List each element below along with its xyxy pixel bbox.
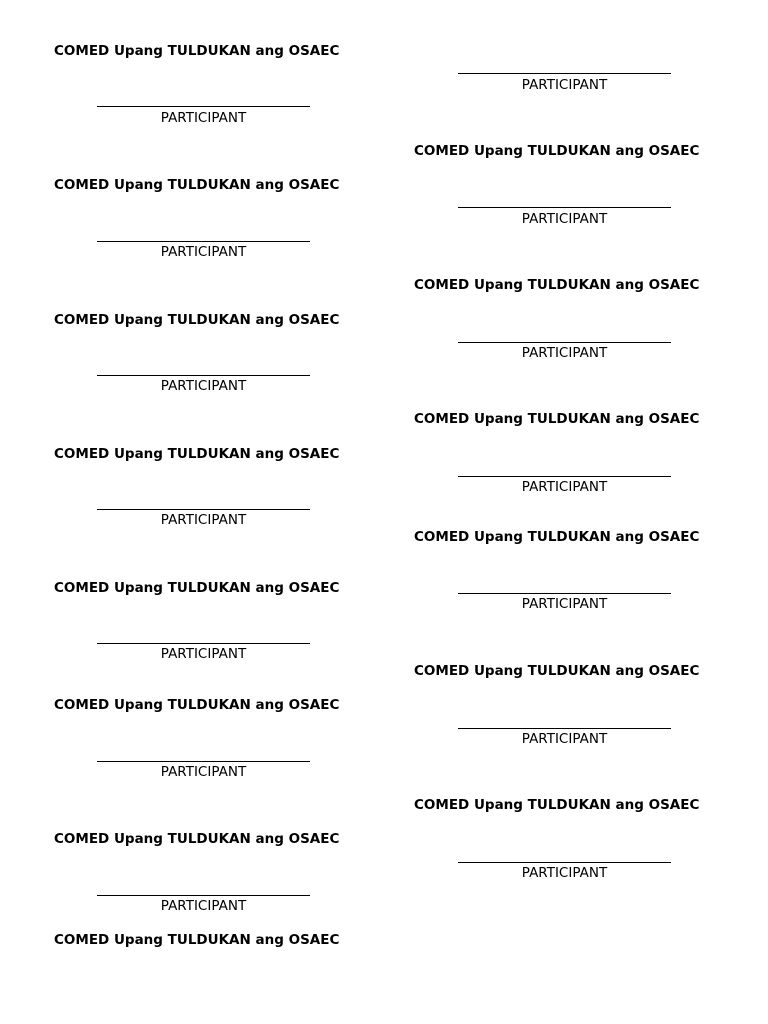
left-title-6: COMED Upang TULDUKAN ang OSAEC (54, 697, 340, 713)
left-participant-label-5: PARTICIPANT (160, 646, 247, 662)
left-title-8: COMED Upang TULDUKAN ang OSAEC (54, 932, 340, 948)
right-signature-line-7 (458, 862, 671, 863)
left-title-5: COMED Upang TULDUKAN ang OSAEC (54, 580, 340, 596)
right-title-6: COMED Upang TULDUKAN ang OSAEC (414, 797, 700, 813)
right-signature-line-2 (458, 207, 671, 208)
right-title-4: COMED Upang TULDUKAN ang OSAEC (414, 529, 700, 545)
right-signature-line-3 (458, 342, 671, 343)
right-title-2: COMED Upang TULDUKAN ang OSAEC (414, 277, 700, 293)
left-participant-label-4: PARTICIPANT (160, 512, 247, 528)
left-title-3: COMED Upang TULDUKAN ang OSAEC (54, 312, 340, 328)
right-signature-line-5 (458, 593, 671, 594)
right-signature-line-6 (458, 728, 671, 729)
left-participant-label-3: PARTICIPANT (160, 378, 247, 394)
left-participant-label-2: PARTICIPANT (160, 244, 247, 260)
right-participant-label-1: PARTICIPANT (521, 77, 608, 93)
left-title-7: COMED Upang TULDUKAN ang OSAEC (54, 831, 340, 847)
right-participant-label-3: PARTICIPANT (521, 345, 608, 361)
right-participant-label-2: PARTICIPANT (521, 211, 608, 227)
left-signature-line-3 (97, 375, 310, 376)
left-signature-line-4 (97, 509, 310, 510)
left-signature-line-5 (97, 643, 310, 644)
left-participant-label-6: PARTICIPANT (160, 764, 247, 780)
right-participant-label-7: PARTICIPANT (521, 865, 608, 881)
left-participant-label-1: PARTICIPANT (160, 110, 247, 126)
right-signature-line-1 (458, 73, 671, 74)
right-participant-label-4: PARTICIPANT (521, 479, 608, 495)
right-title-3: COMED Upang TULDUKAN ang OSAEC (414, 411, 700, 427)
left-title-4: COMED Upang TULDUKAN ang OSAEC (54, 446, 340, 462)
left-signature-line-6 (97, 761, 310, 762)
left-participant-label-7: PARTICIPANT (160, 898, 247, 914)
left-signature-line-7 (97, 895, 310, 896)
left-title-2: COMED Upang TULDUKAN ang OSAEC (54, 177, 340, 193)
right-signature-line-4 (458, 476, 671, 477)
left-title-1: COMED Upang TULDUKAN ang OSAEC (54, 43, 340, 59)
left-signature-line-2 (97, 241, 310, 242)
right-title-1: COMED Upang TULDUKAN ang OSAEC (414, 143, 700, 159)
right-title-5: COMED Upang TULDUKAN ang OSAEC (414, 663, 700, 679)
right-participant-label-5: PARTICIPANT (521, 596, 608, 612)
right-participant-label-6: PARTICIPANT (521, 731, 608, 747)
left-signature-line-1 (97, 106, 310, 107)
